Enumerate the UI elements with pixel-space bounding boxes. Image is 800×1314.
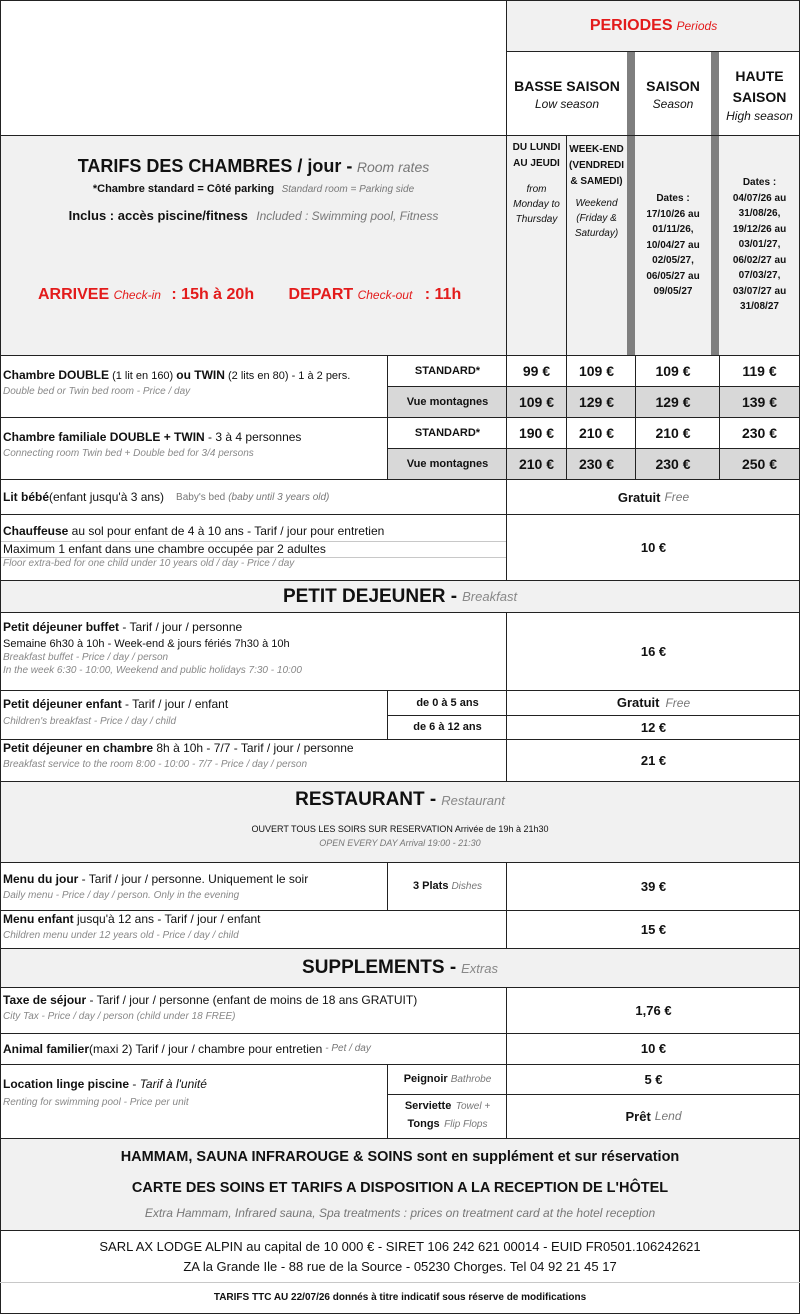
- saison-label: SAISON: [646, 77, 700, 94]
- room-type-label: Vue montagnes: [406, 395, 489, 408]
- baby-bed-price: [507, 480, 800, 514]
- menu-courses: [388, 862, 507, 910]
- periods-label: PERIODES: [589, 17, 673, 34]
- price-cell: 250 €: [741, 455, 778, 472]
- pet-desc: [3, 1033, 507, 1064]
- basse-saison-sub: Low season: [534, 96, 600, 111]
- grid-line: [0, 580, 800, 581]
- grid-line: [388, 715, 800, 716]
- checkout-label: Check-out: [357, 288, 413, 302]
- price-cell: 129 €: [578, 393, 615, 410]
- baby-bed-desc: [3, 480, 503, 514]
- price-cell: 109 €: [518, 393, 555, 410]
- price-cell: 139 €: [741, 393, 778, 410]
- price-cell: 109 €: [578, 363, 615, 379]
- room-double-sub: Double bed or Twin bed room - Price / day: [3, 386, 191, 397]
- breakfast-room-price: 21 €: [640, 752, 667, 768]
- breakfast-child-desc: [3, 697, 388, 727]
- pet-name: Animal familier: [3, 1041, 90, 1056]
- included-note: [0, 207, 507, 225]
- price-cell: 210 €: [655, 424, 691, 441]
- bathrobe-price: 5 €: [644, 1071, 663, 1087]
- price-cell: 230 €: [741, 424, 778, 441]
- weekend-header: [566, 142, 627, 241]
- price-cell: 230 €: [578, 455, 615, 472]
- flip-flops-name: Tongs: [407, 1118, 440, 1130]
- grid-line: [0, 690, 800, 691]
- city-tax-name: Taxe de séjour: [3, 993, 87, 1007]
- haute-dates: Dates : 04/07/26 au 31/08/26, 19/12/26 au 03/01/27, 06/02/27 au 07/03/27, 03/07/27 au 31/08/27: [732, 177, 787, 312]
- saison-header: [635, 52, 711, 136]
- pet-text: (maxi 2) Tarif / jour / chambre pour entretien: [89, 1041, 323, 1056]
- periods-title: [507, 0, 800, 52]
- footer-address: ZA la Grande Ile - 88 rue de la Source - 05230 Chorges. Tel 04 92 21 45 17: [183, 1259, 617, 1274]
- baby-bed-price-en: Free: [664, 490, 690, 504]
- grid-line: [388, 1094, 800, 1095]
- price-cell: 119 €: [742, 363, 777, 379]
- room-rates-title-text: TARIFS DES CHAMBRES / jour -: [77, 156, 353, 176]
- grid-line: [507, 51, 800, 52]
- baby-bed-en: Baby's bed: [176, 491, 226, 503]
- supplements-title: SUPPLEMENTS -: [302, 957, 457, 978]
- room-rates-title: [0, 156, 507, 177]
- grid-line: [388, 448, 800, 449]
- price-cell: 99 €: [522, 363, 551, 379]
- standard-note-en: Standard room = Parking side: [281, 184, 415, 195]
- grid-line: [506, 987, 507, 1139]
- breakfast-buffet-sub: Breakfast buffet - Price / day / person: [3, 652, 169, 663]
- pool-linen-sep: -: [129, 1077, 140, 1091]
- grid-line: [387, 1064, 388, 1139]
- haute-saison-sub: High season: [726, 108, 793, 123]
- grid-line: [0, 1230, 800, 1231]
- flip-flops-en: Flip Flops: [444, 1119, 488, 1130]
- room-family-desc: [3, 430, 388, 459]
- grid-line: [0, 355, 800, 356]
- breakfast-buffet-name: Petit déjeuner buffet: [3, 620, 120, 634]
- baby-bed-price-text: Gratuit: [617, 489, 661, 505]
- free-price-en: Free: [665, 695, 691, 710]
- menu-enfant-name: Menu enfant: [3, 912, 74, 926]
- breakfast-room-desc: [3, 741, 507, 770]
- grid-line: [0, 862, 800, 863]
- basse-saison-label: BASSE SAISON: [514, 77, 620, 94]
- breakfast-buffet-hours: Semaine 6h30 à 10h - Week-end & jours fériés 7h30 à 10h: [3, 638, 290, 650]
- grid-line: [0, 479, 800, 480]
- city-tax-price: 1,76 €: [635, 1002, 672, 1018]
- included-text: Inclus : accès piscine/fitness: [68, 208, 248, 223]
- breakfast-room-sub: Breakfast service to the room 8:00 - 10:00 - 7/7 - Price / day / person: [3, 759, 308, 770]
- breakfast-buffet-price: 16 €: [640, 643, 667, 659]
- room-double-beds: (1 lit en 160): [109, 370, 177, 382]
- towel-en: Towel +: [455, 1101, 491, 1112]
- room-family-name: Chambre familiale DOUBLE + TWIN: [3, 430, 205, 444]
- city-tax-sub: City Tax - Price / day / person (child under 18 FREE): [3, 1011, 236, 1022]
- basse-saison-header: [507, 52, 627, 136]
- restaurant-title: RESTAURANT -: [295, 789, 437, 810]
- menu-du-jour-desc: [3, 872, 388, 901]
- price-cell: 210 €: [578, 424, 615, 441]
- grid-line: [387, 862, 388, 910]
- standard-note-text: *Chambre standard = Côté parking: [92, 183, 275, 195]
- weekday-header: [507, 140, 566, 227]
- column-divider-bar: [627, 52, 635, 355]
- price-cell: 210 €: [518, 455, 555, 472]
- menu-du-jour-text: - Tarif / jour / personne. Uniquement le soir: [78, 872, 309, 886]
- breakfast-child-name: Petit déjeuner enfant: [3, 697, 122, 711]
- pool-linen-desc: [3, 1077, 388, 1108]
- grid-line: [388, 386, 800, 387]
- periods-label-en: Periods: [676, 19, 718, 33]
- footer-company: SARL AX LODGE ALPIN au capital de 10 000 € - SIRET 106 242 621 00014 - EUID FR0501.106242621: [99, 1239, 701, 1254]
- room-double-desc: [3, 368, 388, 397]
- baby-bed-name: Lit bébé: [3, 490, 50, 504]
- restaurant-hours-en: OPEN EVERY DAY Arrival 19:00 - 21:30: [319, 838, 481, 848]
- bathrobe-name: Peignoir: [403, 1073, 448, 1085]
- pool-linen-name: Location linge piscine: [3, 1077, 130, 1091]
- spa-line-1: HAMMAM, SAUNA INFRAROUGE & SOINS sont en supplément et sur réservation: [120, 1149, 680, 1165]
- room-family-sub: Connecting room Twin bed + Double bed for 3/4 persons: [3, 448, 254, 459]
- menu-enfant-text: jusqu'à 12 ans - Tarif / jour / enfant: [73, 912, 261, 926]
- grid-line: [0, 781, 800, 782]
- grid-line: [0, 948, 800, 949]
- menu-enfant-price: 15 €: [640, 921, 667, 937]
- grid-line: [0, 739, 800, 740]
- grid-line: [0, 612, 800, 613]
- saison-sub: Season: [652, 96, 694, 111]
- grid-line: [566, 136, 567, 480]
- menu-du-jour-name: Menu du jour: [3, 872, 79, 886]
- grid-line-light: [0, 1282, 800, 1283]
- breakfast-room-name: Petit déjeuner en chambre: [3, 741, 154, 755]
- price-cell: 129 €: [655, 393, 691, 410]
- depart-time: : 11h: [424, 286, 462, 303]
- row-subline: [0, 557, 507, 558]
- extra-bed-name: Chauffeuse: [3, 524, 69, 538]
- bathrobe-label: [388, 1064, 507, 1094]
- grid-line: [0, 417, 800, 418]
- towel-price-en: Lend: [654, 1109, 682, 1123]
- bathrobe-en: Bathrobe: [450, 1073, 492, 1085]
- breakfast-child-price-free: [507, 690, 800, 715]
- grid-line: [0, 987, 800, 988]
- weekday-label: DU LUNDI AU JEUDI: [512, 142, 561, 169]
- breakfast-section-header: [0, 581, 800, 612]
- breakfast-title-en: Breakfast: [462, 589, 518, 604]
- menu-enfant-sub: Children menu under 12 years old - Price / day / child: [3, 930, 239, 941]
- age-range-label: de 0 à 5 ans: [416, 696, 479, 709]
- checkin-label: Check-in: [113, 288, 161, 302]
- arrivee-time: : 15h à 20h: [171, 286, 255, 303]
- footer-disclaimer: TARIFS TTC AU 22/07/26 donnés à titre indicatif sous réserve de modifications: [213, 1292, 587, 1303]
- extra-bed-line2: Maximum 1 enfant dans une chambre occupée par 2 adultes: [3, 542, 326, 556]
- grid-line: [0, 1064, 800, 1065]
- grid-line: [0, 135, 800, 136]
- price-cell: 230 €: [655, 455, 691, 472]
- towel-name: Serviette: [404, 1100, 452, 1112]
- grid-line: [0, 1033, 800, 1034]
- extra-bed-text: au sol pour enfant de 4 à 10 ans - Tarif / jour pour entretien: [68, 524, 385, 538]
- breakfast-room-text: 8h à 10h - 7/7 - Tarif / jour / personne: [153, 741, 354, 755]
- grid-line: [506, 612, 507, 781]
- room-twin-beds: (2 lits en 80) - 1 à 2 pers.: [224, 370, 351, 382]
- extra-bed-price: 10 €: [640, 539, 667, 555]
- haute-saison-header: [719, 52, 800, 136]
- menu-courses-label: 3 Plats: [412, 880, 449, 892]
- grid-line: [0, 0, 800, 1]
- room-type-label: Vue montagnes: [406, 457, 489, 470]
- room-rates-title-en: Room rates: [356, 159, 430, 175]
- grid-line: [0, 0, 1, 1314]
- baby-bed-en-note: (baby until 3 years old): [228, 491, 330, 503]
- column-divider-bar: [711, 52, 719, 355]
- menu-enfant-desc: [3, 912, 507, 941]
- standard-note: [0, 179, 507, 197]
- saison-dates: Dates : 17/10/26 au 01/11/26, 10/04/27 au 02/05/27, 06/05/27 au 09/05/27: [646, 193, 700, 297]
- extra-bed-desc: [3, 524, 507, 569]
- towel-label: [388, 1097, 507, 1133]
- grid-line: [0, 910, 800, 911]
- supplements-section-header: [0, 949, 800, 987]
- room-double-name: Chambre DOUBLE: [3, 368, 110, 382]
- grid-line: [506, 862, 507, 949]
- room-type-label: STANDARD*: [414, 365, 481, 377]
- breakfast-child-sub: Children's breakfast - Price / day / child: [3, 716, 177, 727]
- price-cell: 109 €: [655, 363, 691, 379]
- pet-en: - Pet / day: [325, 1043, 371, 1054]
- weekday-sub: from Monday to Thursday: [513, 184, 560, 225]
- row-subline: [0, 541, 507, 542]
- pool-linen-sub: Renting for swimming pool - Price per unit: [3, 1097, 189, 1108]
- restaurant-title-row: [0, 786, 800, 814]
- price-cell: 190 €: [518, 424, 555, 441]
- breakfast-child-price: 12 €: [640, 719, 667, 735]
- free-price-text: Gratuit: [616, 695, 660, 710]
- depart-label: DEPART: [288, 286, 354, 303]
- spa-line-2: CARTE DES SOINS ET TARIFS A DISPOSITION A LA RECEPTION DE L'HÔTEL: [131, 1180, 669, 1196]
- breakfast-buffet-text: - Tarif / jour / personne: [119, 620, 243, 634]
- breakfast-buffet-desc: [3, 620, 507, 676]
- breakfast-buffet-hours-en: In the week 6:30 - 10:00, Weekend and public holidays 7:30 - 10:00: [3, 665, 302, 676]
- restaurant-title-en: Restaurant: [441, 792, 505, 808]
- grid-line: [0, 1138, 800, 1139]
- room-type-label: STANDARD*: [414, 426, 481, 439]
- weekend-label: WEEK-END (VENDREDI & SAMEDI): [568, 144, 624, 187]
- weekend-sub: Weekend (Friday & Saturday): [574, 198, 619, 239]
- towel-price: [507, 1094, 800, 1138]
- menu-courses-en: Dishes: [451, 880, 483, 892]
- grid-line: [0, 514, 800, 515]
- breakfast-title: PETIT DEJEUNER -: [282, 585, 458, 607]
- room-twin-name: ou TWIN: [176, 368, 225, 382]
- city-tax-text: - Tarif / jour / personne (enfant de moins de 18 ans GRATUIT): [86, 993, 418, 1007]
- arrivee-label: ARRIVEE: [38, 286, 110, 303]
- pool-linen-unit: Tarif à l'unité: [139, 1077, 207, 1091]
- supplements-title-en: Extras: [461, 960, 498, 976]
- grid-line: [506, 0, 507, 480]
- baby-bed-text: (enfant jusqu'à 3 ans): [49, 490, 165, 504]
- breakfast-child-text: - Tarif / jour / enfant: [121, 697, 229, 711]
- room-family-capacity: - 3 à 4 personnes: [204, 430, 302, 444]
- city-tax-desc: [3, 993, 507, 1022]
- pet-price: 10 €: [640, 1041, 667, 1056]
- menu-du-jour-sub: Daily menu - Price / day / person. Only in the evening: [3, 890, 240, 901]
- menu-du-jour-price: 39 €: [640, 878, 667, 894]
- spa-line-3: Extra Hammam, Infrared sauna, Spa treatments : prices on treatment card at the hotel reception: [144, 1206, 656, 1220]
- extra-bed-sub: Floor extra-bed for one child under 10 years old / day - Price / day: [3, 558, 295, 569]
- age-range-label: de 6 à 12 ans: [413, 721, 482, 733]
- restaurant-hours: OUVERT TOUS LES SOIRS SUR RESERVATION Arrivée de 19h à 21h30: [251, 824, 549, 834]
- included-en: Included : Swimming pool, Fitness: [256, 209, 439, 223]
- check-times: [38, 286, 498, 304]
- haute-saison-label: HAUTE SAISON: [732, 67, 787, 105]
- grid-line: [506, 480, 507, 581]
- towel-price-text: Prêt: [625, 1108, 651, 1124]
